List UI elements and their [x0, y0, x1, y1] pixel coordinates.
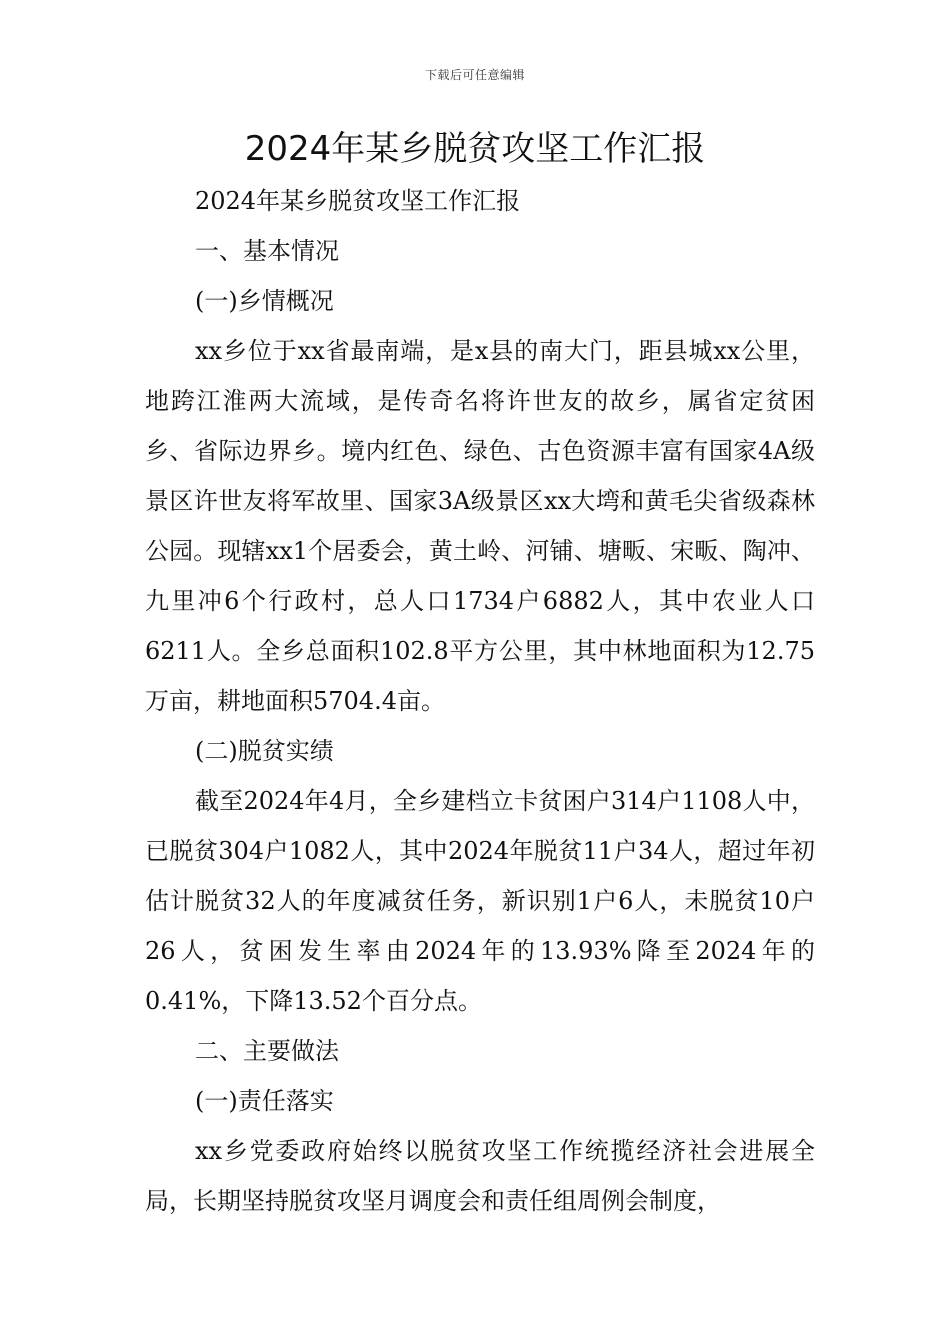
- document-body: [145, 176, 815, 1226]
- page-header-note: 下载后可任意编辑: [424, 68, 525, 82]
- paragraph-poverty-results: 截至2024年4月，全乡建档立卡贫困户314户1108人中，已脱贫304户1082人，其中2024年脱贫11户34人，超过年初估计脱贫32人的年度减贫任务，新识别1户6人，未脱贫10户26人，贫困发生率由2024年的13.93%降至2024年的0.41%，下降13.52个百分点。: [145, 787, 815, 1015]
- subsection-heading-township-overview: (一)乡情概况: [195, 287, 334, 315]
- paragraph-township-overview: xx乡位于xx省最南端，是x县的南大门，距县城xx公里，地跨江淮两大流域，是传奇名将许世友的故乡，属省定贫困乡、省际边界乡。境内红色、绿色、古色资源丰富有国家4A级景区许世友将军故里、国家3A级景区xx大塆和黄毛尖省级森林公园。现辖xx1个居委会，黄土岭、河铺、塘畈、宋畈、陶冲、九里冲6个行政村，总人口1734户6882人，其中农业人口6211人。全乡总面积102.8平方公里，其中林地面积为12.75万亩，耕地面积5704.4亩。: [145, 337, 815, 715]
- subsection-heading-responsibility: (一)责任落实: [195, 1087, 334, 1115]
- document-title: 2024年某乡脱贫攻坚工作汇报: [244, 129, 706, 169]
- subsection-heading-poverty-results: (二)脱贫实绩: [195, 737, 334, 765]
- document-subtitle: 2024年某乡脱贫攻坚工作汇报: [195, 187, 521, 215]
- section-heading-basic-situation: 一、基本情况: [195, 237, 339, 265]
- paragraph-responsibility: xx乡党委政府始终以脱贫攻坚工作统揽经济社会进展全局，长期坚持脱贫攻坚月调度会和责任组周例会制度，: [145, 1137, 815, 1215]
- section-heading-main-practices: 二、主要做法: [195, 1037, 339, 1065]
